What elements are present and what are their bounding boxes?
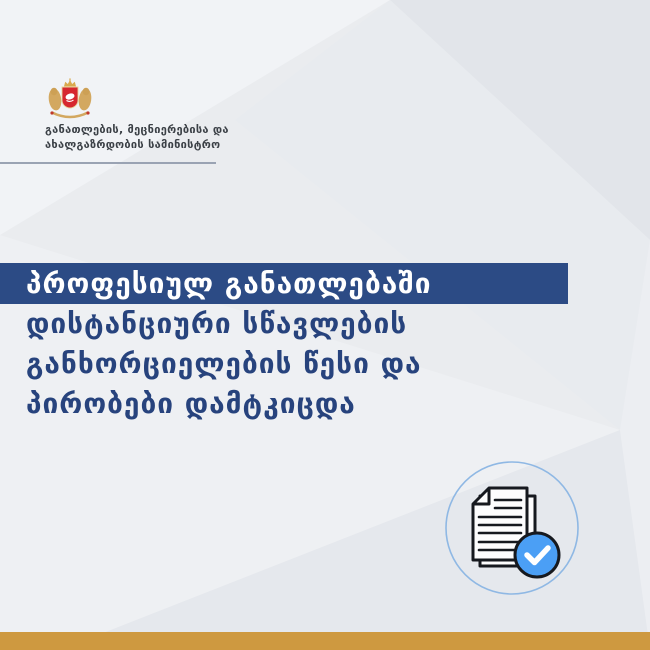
header-divider <box>0 162 216 164</box>
approved-documents-icon <box>445 461 579 595</box>
ministry-name <box>45 122 229 152</box>
headline-banner <box>0 263 568 304</box>
red-shield-icon <box>62 87 78 108</box>
check-badge <box>515 533 559 577</box>
headline-line2: დისტანციური სწავლების <box>26 307 408 340</box>
headline-line1: პროფესიულ განათლებაში <box>26 267 432 300</box>
ministry-name-line1: განათლების, მეცნიერებისა და <box>45 123 229 136</box>
headline-line4: პირობები დამტკიცდა <box>26 387 356 420</box>
headline-line3: განხორციელების წესი და <box>26 347 422 380</box>
ribbon-icon <box>50 111 89 117</box>
crown-icon <box>64 78 76 86</box>
bottom-gold-bar <box>0 632 650 650</box>
ministry-name-line2: ახალგაზრდობის სამინისტრო <box>45 138 221 151</box>
georgia-coat-of-arms-logo <box>45 78 95 122</box>
headline-body <box>26 304 422 424</box>
